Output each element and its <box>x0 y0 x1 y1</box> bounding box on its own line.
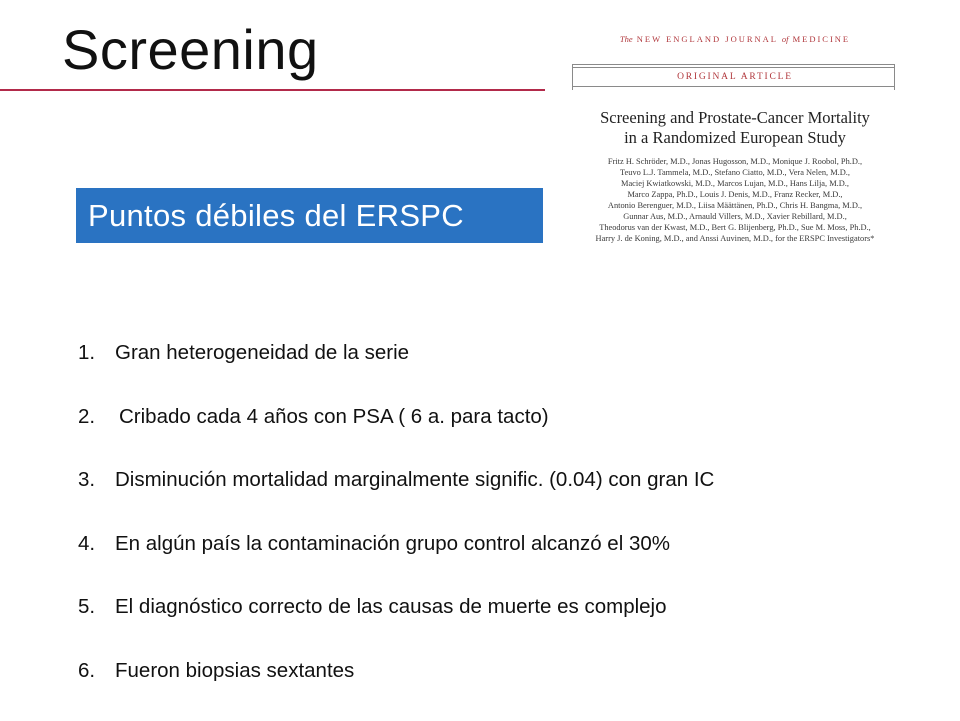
list-item-number: 6. <box>78 658 96 682</box>
list-item-text: Fueron biopsias sextantes <box>115 658 355 682</box>
article-clipping <box>565 28 905 268</box>
subtitle-text: Puntos débiles del ERSPC <box>88 197 464 233</box>
article-title <box>565 108 905 148</box>
author-line: Fritz H. Schröder, M.D., Jonas Hugosson, M.D., Monique J. Roobol, Ph.D., <box>607 157 863 166</box>
list-item-text: El diagnóstico correcto de las causas de muerte es complejo <box>115 595 667 618</box>
list-item-number: 1. <box>78 341 96 364</box>
journal-name-end: MEDICINE <box>792 34 851 44</box>
list-item <box>78 658 878 684</box>
list-item <box>78 340 878 366</box>
subtitle-banner <box>76 188 543 243</box>
list-item-number: 3. <box>78 468 96 491</box>
author-line: Teuvo L.J. Tammela, M.D., Stefano Ciatto, M.D., Vera Nelen, M.D., <box>620 168 850 177</box>
author-line: Theodorus van der Kwast, M.D., Bert G. Blijenberg, Ph.D., Sue M. Moss, Ph.D., <box>599 223 871 232</box>
article-title-line: Screening and Prostate-Cancer Mortality <box>600 108 870 127</box>
author-line: Harry J. de Koning, M.D., and Anssi Auvinen, M.D., for the ERSPC Investigators* <box>595 234 875 243</box>
article-type: ORIGINAL ARTICLE <box>677 72 793 82</box>
author-line: Gunnar Aus, M.D., Arnauld Villers, M.D., Xavier Rebillard, M.D., <box>623 212 847 221</box>
list-item <box>78 531 878 557</box>
list-item-number: 4. <box>78 531 96 555</box>
article-frame-divider <box>572 86 895 87</box>
author-line: Marco Zappa, Ph.D., Louis J. Denis, M.D., Franz Recker, M.D., <box>627 190 843 199</box>
list-item <box>78 467 878 493</box>
list-item-number: 2. <box>78 404 96 428</box>
list-item-number: 5. <box>78 595 96 618</box>
list-item-text: Gran heterogeneidad de la serie <box>115 341 410 364</box>
journal-name-pre: The <box>619 34 633 44</box>
list-item-text: Disminución mortalidad marginalmente signific. (0.04) con gran IC <box>115 468 715 491</box>
weakness-list <box>78 340 878 721</box>
list-item <box>78 404 878 430</box>
list-item-text: En algún país la contaminación grupo control alcanzó el 30% <box>115 531 670 555</box>
list-item-text: Cribado cada 4 años con PSA ( 6 a. para tacto) <box>119 404 549 428</box>
author-line: Antonio Berenguer, M.D., Liisa Määttänen, Ph.D., Chris H. Bangma, M.D., <box>607 201 863 210</box>
slide-title: Screening <box>62 18 319 81</box>
title-underline <box>0 89 545 91</box>
article-authors <box>565 156 905 244</box>
journal-name <box>565 34 905 44</box>
article-title-line: in a Randomized European Study <box>624 128 846 147</box>
list-item <box>78 594 878 620</box>
author-line: Maciej Kwiatkowski, M.D., Marcos Lujan, M.D., Hans Lilja, M.D., <box>621 179 849 188</box>
journal-name-main: NEW ENGLAND JOURNAL <box>636 34 778 44</box>
journal-name-of: of <box>781 34 789 44</box>
